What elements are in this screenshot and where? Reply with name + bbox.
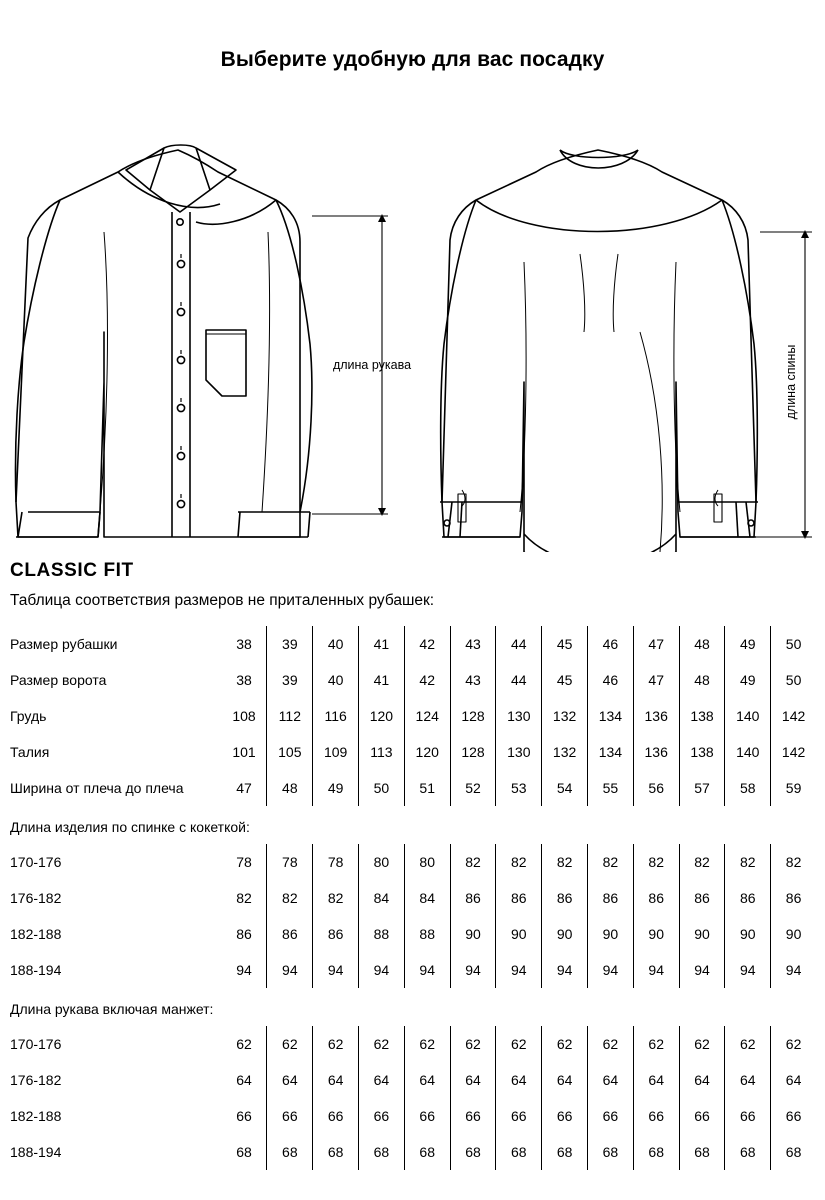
cell: 62 <box>313 1026 359 1062</box>
size-table <box>10 626 816 1170</box>
cell: 90 <box>725 916 771 952</box>
fit-subtitle: Таблица соответствия размеров не приталенных рубашек: <box>10 592 435 609</box>
cell: 130 <box>496 698 542 734</box>
button-row <box>177 254 184 508</box>
cell: 86 <box>771 880 816 916</box>
cell: 68 <box>313 1134 359 1170</box>
row-label: Размер ворота <box>10 672 107 688</box>
cell: 46 <box>588 662 634 698</box>
cell: 120 <box>359 698 405 734</box>
cell: 94 <box>450 952 496 988</box>
row-label: 188-194 <box>10 1144 62 1160</box>
cell: 68 <box>359 1134 405 1170</box>
cell: 66 <box>236 1108 252 1124</box>
table-row <box>10 698 816 734</box>
table-row <box>10 734 816 770</box>
cell: 82 <box>496 844 542 880</box>
cell: 66 <box>588 1098 634 1134</box>
cell: 49 <box>725 626 771 662</box>
cell: 68 <box>771 1134 816 1170</box>
cell: 90 <box>588 916 634 952</box>
cell: 42 <box>404 662 450 698</box>
cell: 45 <box>542 662 588 698</box>
cell: 45 <box>542 626 588 662</box>
cell: 66 <box>313 1098 359 1134</box>
row-label: Размер рубашки <box>10 636 118 652</box>
cell: 64 <box>542 1062 588 1098</box>
cell: 82 <box>236 890 252 906</box>
cell: 68 <box>542 1134 588 1170</box>
cell: 64 <box>313 1062 359 1098</box>
cell: 90 <box>771 916 816 952</box>
row-label: Грудь <box>10 708 47 724</box>
cell: 66 <box>496 1098 542 1134</box>
cell: 66 <box>771 1098 816 1134</box>
cell: 66 <box>404 1098 450 1134</box>
cell: 134 <box>588 698 634 734</box>
cell: 113 <box>359 734 405 770</box>
cell: 56 <box>633 770 679 806</box>
cell: 46 <box>588 626 634 662</box>
cell: 142 <box>771 698 816 734</box>
row-label: 182-188 <box>10 1108 62 1124</box>
cell: 62 <box>542 1026 588 1062</box>
cell: 57 <box>679 770 725 806</box>
cell: 68 <box>679 1134 725 1170</box>
cell: 62 <box>725 1026 771 1062</box>
cell: 86 <box>679 880 725 916</box>
cell: 64 <box>725 1062 771 1098</box>
cell: 50 <box>771 626 816 662</box>
back-length-label: длина спины <box>784 344 798 420</box>
cell: 82 <box>313 880 359 916</box>
cell: 40 <box>313 662 359 698</box>
cell: 82 <box>450 844 496 880</box>
table-row <box>10 1098 816 1134</box>
size-table-body <box>10 626 816 1170</box>
cell: 128 <box>450 734 496 770</box>
cell: 94 <box>404 952 450 988</box>
cell: 49 <box>725 662 771 698</box>
row-label: 170-176 <box>10 1036 62 1052</box>
cell: 86 <box>450 880 496 916</box>
cell: 64 <box>496 1062 542 1098</box>
cell: 128 <box>450 698 496 734</box>
cell: 64 <box>359 1062 405 1098</box>
row-label: Талия <box>10 744 50 760</box>
cell: 120 <box>404 734 450 770</box>
section-header-back-length <box>10 806 816 844</box>
cell: 94 <box>267 952 313 988</box>
cell: 132 <box>542 698 588 734</box>
cell: 82 <box>771 844 816 880</box>
cell: 40 <box>313 626 359 662</box>
cell: 86 <box>496 880 542 916</box>
table-row <box>10 770 816 806</box>
cell: 86 <box>313 916 359 952</box>
cell: 140 <box>725 734 771 770</box>
cell: 62 <box>359 1026 405 1062</box>
cell: 138 <box>679 734 725 770</box>
cell: 41 <box>359 662 405 698</box>
cell: 86 <box>236 926 252 942</box>
cell: 66 <box>725 1098 771 1134</box>
cell: 94 <box>359 952 405 988</box>
shirt-diagram-svg <box>0 82 825 552</box>
cell: 62 <box>771 1026 816 1062</box>
cell: 50 <box>771 662 816 698</box>
shirt-illustrations <box>0 82 825 552</box>
table-row <box>10 880 816 916</box>
table-row <box>10 1062 816 1098</box>
section-label: Длина рукава включая манжет: <box>10 1001 214 1017</box>
cell: 62 <box>496 1026 542 1062</box>
cell: 86 <box>633 880 679 916</box>
cell: 101 <box>232 744 256 760</box>
cell: 47 <box>633 626 679 662</box>
cell: 88 <box>404 916 450 952</box>
row-label: Ширина от плеча до плеча <box>10 780 184 796</box>
cell: 68 <box>633 1134 679 1170</box>
cell: 58 <box>725 770 771 806</box>
cell: 68 <box>404 1134 450 1170</box>
cell: 68 <box>450 1134 496 1170</box>
cell: 68 <box>496 1134 542 1170</box>
cell: 80 <box>359 844 405 880</box>
sleeve-length-label: длина рукава <box>332 358 412 372</box>
front-measure-label <box>333 358 411 372</box>
cell: 90 <box>633 916 679 952</box>
cell: 48 <box>679 626 725 662</box>
cell: 90 <box>542 916 588 952</box>
cell: 78 <box>236 854 252 870</box>
cell: 138 <box>679 698 725 734</box>
cell: 86 <box>267 916 313 952</box>
cell: 94 <box>588 952 634 988</box>
cell: 64 <box>588 1062 634 1098</box>
cell: 39 <box>267 626 313 662</box>
cell: 66 <box>359 1098 405 1134</box>
cell: 66 <box>450 1098 496 1134</box>
cell: 90 <box>496 916 542 952</box>
cell: 66 <box>633 1098 679 1134</box>
cell: 124 <box>404 698 450 734</box>
cell: 130 <box>496 734 542 770</box>
row-label: 170-176 <box>10 854 62 870</box>
cell: 62 <box>679 1026 725 1062</box>
row-label: 188-194 <box>10 962 62 978</box>
cell: 82 <box>679 844 725 880</box>
cell: 39 <box>267 662 313 698</box>
cell: 134 <box>588 734 634 770</box>
cell: 62 <box>450 1026 496 1062</box>
cell: 62 <box>404 1026 450 1062</box>
fit-title: CLASSIC FIT <box>10 560 134 581</box>
cell: 59 <box>771 770 816 806</box>
row-label: 182-188 <box>10 926 62 942</box>
cell: 53 <box>496 770 542 806</box>
page-title: Выберите удобную для вас посадку <box>220 48 605 71</box>
cell: 94 <box>236 962 252 978</box>
cell: 68 <box>725 1134 771 1170</box>
cell: 43 <box>450 626 496 662</box>
cell: 78 <box>267 844 313 880</box>
cell: 62 <box>267 1026 313 1062</box>
cell: 94 <box>679 952 725 988</box>
cell: 94 <box>313 952 359 988</box>
table-row <box>10 1026 816 1062</box>
cell: 86 <box>725 880 771 916</box>
cell: 90 <box>450 916 496 952</box>
cell: 116 <box>313 698 359 734</box>
cell: 105 <box>267 734 313 770</box>
cell: 66 <box>542 1098 588 1134</box>
cell: 82 <box>725 844 771 880</box>
cell: 94 <box>771 952 816 988</box>
cell: 64 <box>236 1072 252 1088</box>
cell: 82 <box>267 880 313 916</box>
cell: 94 <box>496 952 542 988</box>
cell: 51 <box>404 770 450 806</box>
cell: 84 <box>359 880 405 916</box>
cell: 38 <box>236 636 252 652</box>
cell: 44 <box>496 662 542 698</box>
back-measure-label <box>784 345 798 420</box>
row-label: 176-182 <box>10 1072 62 1088</box>
cell: 68 <box>236 1144 252 1160</box>
section-header-sleeve-length <box>10 988 816 1026</box>
cell: 94 <box>542 952 588 988</box>
cell: 62 <box>588 1026 634 1062</box>
cell: 132 <box>542 734 588 770</box>
cell: 41 <box>359 626 405 662</box>
cell: 109 <box>313 734 359 770</box>
table-row <box>10 952 816 988</box>
cell: 47 <box>633 662 679 698</box>
cell: 86 <box>542 880 588 916</box>
cell: 54 <box>542 770 588 806</box>
cell: 38 <box>236 672 252 688</box>
cell: 136 <box>633 698 679 734</box>
cell: 64 <box>679 1062 725 1098</box>
cell: 82 <box>633 844 679 880</box>
cell: 64 <box>404 1062 450 1098</box>
cell: 94 <box>633 952 679 988</box>
table-row <box>10 626 816 662</box>
cell: 64 <box>267 1062 313 1098</box>
cell: 48 <box>679 662 725 698</box>
section-label: Длина изделия по спинке с кокеткой: <box>10 819 250 835</box>
cell: 88 <box>359 916 405 952</box>
table-row <box>10 916 816 952</box>
table-row <box>10 844 816 880</box>
cell: 62 <box>633 1026 679 1062</box>
cell: 140 <box>725 698 771 734</box>
cell: 47 <box>236 780 252 796</box>
cell: 82 <box>542 844 588 880</box>
cell: 44 <box>496 626 542 662</box>
cell: 48 <box>267 770 313 806</box>
cell: 49 <box>313 770 359 806</box>
cell: 86 <box>588 880 634 916</box>
cell: 66 <box>267 1098 313 1134</box>
cell: 52 <box>450 770 496 806</box>
cell: 66 <box>679 1098 725 1134</box>
cell: 42 <box>404 626 450 662</box>
cell: 136 <box>633 734 679 770</box>
cell: 90 <box>679 916 725 952</box>
cell: 94 <box>725 952 771 988</box>
cell: 142 <box>771 734 816 770</box>
cell: 43 <box>450 662 496 698</box>
table-row <box>10 662 816 698</box>
cell: 64 <box>771 1062 816 1098</box>
cell: 84 <box>404 880 450 916</box>
cell: 50 <box>359 770 405 806</box>
cell: 108 <box>232 708 256 724</box>
cell: 62 <box>236 1036 252 1052</box>
cell: 68 <box>588 1134 634 1170</box>
shirt-back-view <box>440 150 758 552</box>
cell: 64 <box>450 1062 496 1098</box>
shirt-front-view <box>15 145 311 537</box>
cell: 64 <box>633 1062 679 1098</box>
cell: 68 <box>267 1134 313 1170</box>
cell: 80 <box>404 844 450 880</box>
cell: 112 <box>267 698 313 734</box>
table-row <box>10 1134 816 1170</box>
row-label: 176-182 <box>10 890 62 906</box>
cell: 78 <box>313 844 359 880</box>
cell: 82 <box>588 844 634 880</box>
cell: 55 <box>588 770 634 806</box>
